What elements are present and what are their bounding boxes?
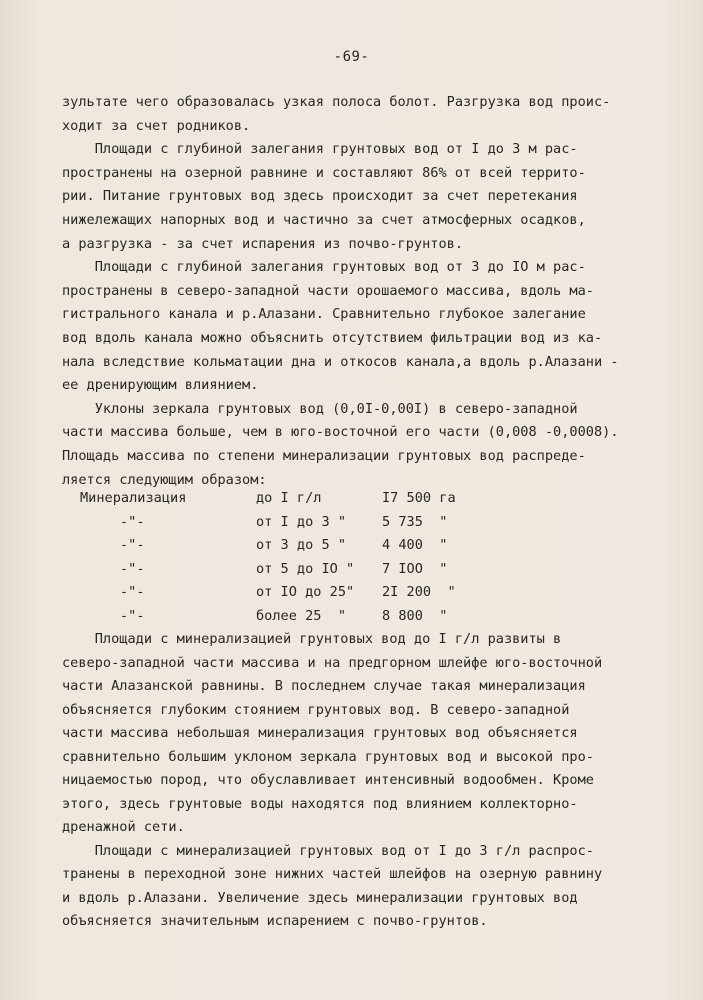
- table-cell-value: 5 735 ": [382, 513, 448, 530]
- table-cell-value: 7 IOO ": [382, 560, 448, 577]
- text-line: Площади с минерализацией грунтовых вод до I г/л развиты в: [62, 631, 562, 647]
- page-number: -69-: [333, 49, 370, 65]
- text-line: части Алазанской равнины. В последнем случае такая минерализация: [62, 678, 586, 694]
- text-line: Площади с минерализацией грунтовых вод от I до 3 г/л распрос-: [62, 842, 594, 859]
- text-line: пространены в северо-западной части орошаемого массива, вдоль ма-: [62, 282, 594, 299]
- table-cell-range: от IO до 25": [256, 584, 355, 600]
- text-line: Площади с глубиной залегания грунтовых вод от 3 до IO м рас-: [62, 259, 586, 276]
- text-line: части массива небольшая минерализация грунтовых вод объясняется: [62, 725, 578, 741]
- text-line: зультате чего образовалась узкая полоса болот. Разгрузка вод проис-: [62, 94, 611, 110]
- table-cell-value: 4 400 ": [382, 537, 448, 553]
- table-cell-label: Минерализация: [80, 490, 187, 506]
- text-line: Площадь массива по степени минерализации грунтовых вод распреде-: [62, 448, 586, 464]
- text-line: ее дренирующим влиянием.: [62, 377, 259, 394]
- table-cell-range: более 25 ": [256, 607, 347, 624]
- text-line: сравнительно большим уклоном зеркала грунтовых вод и высокой про-: [62, 748, 594, 765]
- text-line: вод вдоль канала можно объяснить отсутствием фильтрации вод из ка-: [62, 330, 603, 346]
- table-cell-label: -"-: [120, 537, 145, 553]
- text-line: нижележащих напорных вод и частично за счет атмосферных осадков,: [62, 212, 586, 228]
- table-cell-value: 2I 200 ": [382, 584, 456, 600]
- text-line: объясняется значительным испарением с почво-грунтов.: [62, 913, 488, 929]
- text-line: и вдоль р.Алазани. Увеличение здесь минерализации грунтовых вод: [62, 889, 578, 906]
- text-line: дренажной сети.: [62, 819, 185, 835]
- text-line: рии. Питание грунтовых вод здесь происходит за счет перетекания: [62, 188, 578, 205]
- text-line: этого, здесь грунтовые воды находятся под влиянием коллекторно-: [62, 795, 578, 812]
- text-line: гистрального канала и р.Алазани. Сравнительно глубокое залегание: [62, 306, 586, 323]
- text-line: северо-западной части массива и на предгорном шлейфе юго-восточной: [62, 654, 603, 671]
- text-line: нала вследствие кольматации дна и откосов канала,а вдоль р.Алазани -: [62, 353, 619, 370]
- text-line: Уклоны зеркала грунтовых вод (0,0I-0,00I) в северо-западной: [62, 400, 578, 417]
- table-cell-range: от 3 до 5 ": [256, 537, 347, 553]
- text-line: пространены на озерной равнине и составляют 86% от всей террито-: [62, 164, 586, 181]
- table-cell-value: I7 500 га: [382, 490, 456, 506]
- text-line: ходит за счет родников.: [62, 117, 251, 134]
- text-line: Площади с глубиной залегания грунтовых вод от I до 3 м рас-: [62, 141, 578, 158]
- table-cell-value: 8 800 ": [382, 607, 448, 624]
- table-cell-label: -"-: [120, 513, 145, 530]
- table-cell-label: -"-: [120, 584, 145, 600]
- text-line: части массива больше, чем в юго-восточной его части (0,008 -0,0008).: [62, 424, 619, 441]
- text-line: объясняется глубоким стоянием грунтовых вод. В северо-западной: [62, 701, 570, 718]
- text-line: транены в переходной зоне нижних частей шлейфов на озерную равнину: [62, 866, 603, 882]
- table-cell-range: до I г/л: [256, 490, 322, 506]
- text-line: ляется следующим образом:: [62, 471, 267, 488]
- table-cell-label: -"-: [120, 607, 145, 624]
- table-cell-range: от I до 3 ": [256, 513, 347, 530]
- text-line: а разгрузка - за счет испарения из почво-грунтов.: [62, 235, 464, 252]
- table-cell-range: от 5 до IO ": [256, 560, 355, 577]
- table-cell-label: -"-: [120, 560, 145, 577]
- text-line: ницаемостью пород, что обуславливает интенсивный водообмен. Кроме: [62, 772, 594, 788]
